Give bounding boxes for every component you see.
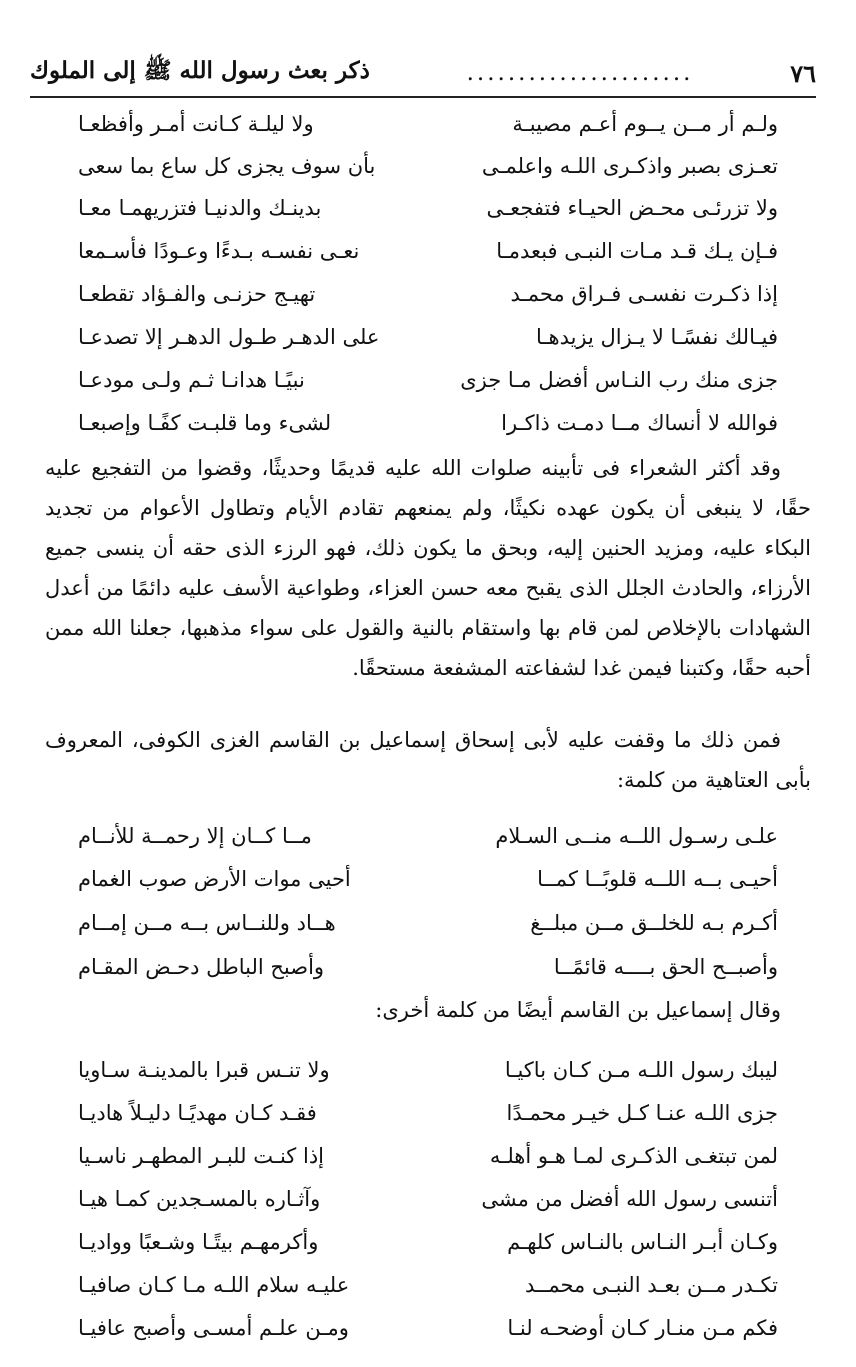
verse-second-hemistich: لشىء وما قلبـت كفًـا وإصبعـا [78,411,332,435]
verse-line [60,104,796,144]
verse-line [60,859,796,899]
header-leader-dots: ...................... [466,60,694,86]
page-number: ٧٦ [790,58,816,88]
verse-first-hemistich: ولـم أر مــن يــوم أعـم مصيبـة [512,112,778,136]
verse-line [60,188,796,228]
verse-second-hemistich: فقـد كـان مهديًـا دليـلاً هاديـا [78,1101,317,1125]
verse-first-hemistich: لمن تبتغـى الذكـرى لمـا هـو أهلـه [489,1144,778,1168]
verse-line [60,274,796,314]
verse-second-hemistich: نعـى نفسـه بـدءًا وعـودًا فأسـمعا [78,239,360,263]
verse-second-hemistich: بدينـك والدنيـا فتزريهمـا معـا [78,196,322,220]
verse-line [60,1050,796,1090]
verse-line [60,146,796,186]
verse-first-hemistich: وأصبــح الحق بــــه قائمًــا [553,955,778,979]
verse-second-hemistich: ومـن علـم أمسـى وأصبح عافيـا [78,1316,349,1340]
verse-line [60,231,796,271]
verse-first-hemistich: جزى اللـه عنـا كـل خيـر محمـدًا [506,1101,778,1125]
verse-second-hemistich: تهيـج حزنـى والفـؤاد تقطعـا [78,282,316,306]
verse-line [60,1136,796,1176]
verse-second-hemistich: وآثـاره بالمسـجدين كمـا هيـا [78,1187,321,1211]
verse-line [60,1093,796,1133]
verse-line [60,317,796,357]
verse-first-hemistich: إذا ذكـرت نفسـى فـراق محمـد [510,282,778,306]
verse-first-hemistich: فـإن يـك قـد مـات النبـى فبعدمـا [496,239,778,263]
verse-line [60,1265,796,1305]
verse-first-hemistich: وكـان أبـر النـاس بالنـاس كلهـم [507,1230,778,1254]
verse-second-hemistich: إذا كنـت للبـر المطهـر ناسـيا [78,1144,325,1168]
verse-second-hemistich: هــاد وللنــاس بــه مــن إمــام [78,911,336,935]
body-paragraph: وقد أكثر الشعراء فى تأبينه صلوات الله عليه قديمًا وحديثًا، وقضوا من التفجيع عليه حقًا، لا ينبغى أن يكون عهده نكيثًا، ولم يمنعهم تقادم الأيام وتطاول الأعوام من تجديد البكاء عليه، ومزيد الحنين إليه، وبحق ما يكون ذلك، فهو الرزء الذى حقه أن ينسى جميع الأرزاء، والحادث الجلل الذى يقبح معه حسن العزاء، وطواعية الأسف عليه دائمًا من أعدل الشهادات بالإخلاص لمن قام بها واستقام بالنية والقول على سواء مذهبها، جعلنا الله ممن أحبه حقًا، وكتبنا فيمن غدا لشفاعته المشفعة مستحقًا. [45,456,811,680]
verse-second-hemistich: مــا كــان إلا رحمــة للأنــام [78,824,312,848]
verse-line [60,816,796,856]
verse-line [60,903,796,943]
verse-line [60,360,796,400]
verse-second-hemistich: وأكرمهـم بيتًـا وشـعبًا وواديـا [78,1230,319,1254]
verse-first-hemistich: جزى منك رب النـاس أفضل مـا جزى [460,368,778,392]
verse-first-hemistich: ولا تزرئـى محـض الحيـاء فتفجعـى [486,196,778,220]
verse-first-hemistich: أكـرم بـه للخلــق مــن مبلــغ [530,911,778,935]
prose-block [45,720,811,800]
verse-first-hemistich: ليبك رسول اللـه مـن كـان باكيـا [504,1058,778,1082]
verse-first-hemistich: تعـزى بصبر واذكـرى اللـه واعلمـى [481,154,778,178]
verse-second-hemistich: عليـه سلام اللـه مـا كـان صافيـا [78,1273,350,1297]
verse-first-hemistich: أتنسى رسول الله أفضل من مشى [481,1187,778,1211]
chapter-title: ذكر بعث رسول الله ﷺ إلى الملوك [30,57,370,84]
verse-second-hemistich: نبيًـا هدانـا ثـم ولـى مودعـا [78,368,305,392]
body-paragraph: وقال إسماعيل بن القاسم أيضًا من كلمة أخرى: [375,998,781,1022]
running-header [30,50,816,98]
prose-block [45,448,811,688]
verse-first-hemistich: فكم مـن منـار كـان أوضحـه لنـا [507,1316,778,1340]
verse-line [60,947,796,987]
verse-second-hemistich: أحيى موات الأرض صوب الغمام [78,867,351,891]
verse-second-hemistich: ولا ليلـة كـانت أمـر وأفظعـا [78,112,314,136]
verse-second-hemistich: على الدهـر طـول الدهـر إلا تصدعـا [78,325,380,349]
verse-line [60,1222,796,1262]
prose-block [45,990,811,1030]
verse-second-hemistich: بأن سوف يجزى كل ساع بما سعى [78,154,376,178]
verse-first-hemistich: فيـالك نفسًـا لا يـزال يزيدهـا [535,325,778,349]
body-paragraph: فمن ذلك ما وقفت عليه لأبى إسحاق إسماعيل بن القاسم الغزى الكوفى، المعروف بأبى العتاهية من كلمة: [45,728,811,792]
verse-second-hemistich: وأصبح الباطل دحـض المقـام [78,955,325,979]
verse-line [60,1179,796,1219]
verse-first-hemistich: أحيـى بــه اللــه قلوبًــا كمــا [537,867,778,891]
verse-first-hemistich: تكـدر مــن بعـد النبـى محمــد [525,1273,778,1297]
verse-first-hemistich: فوالله لا أنساك مــا دمـت ذاكـرا [501,411,778,435]
verse-line [60,1308,796,1348]
verse-line [60,403,796,443]
verse-first-hemistich: علـى رسـول اللــه منــى السـلام [495,824,778,848]
verse-second-hemistich: ولا تنـس قبرا بالمدينـة سـاويا [78,1058,330,1082]
